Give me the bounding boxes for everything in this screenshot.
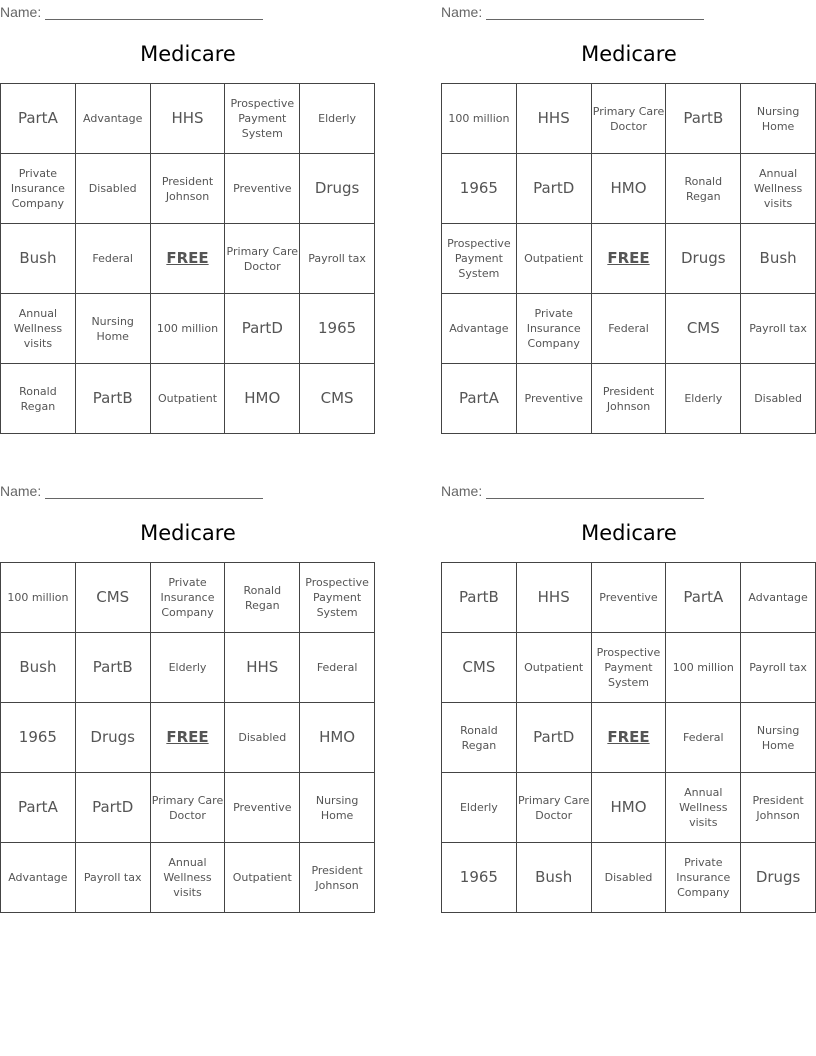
bingo-cell: 1965: [442, 843, 517, 913]
card-title: Medicare: [140, 521, 236, 545]
bingo-cell: Drugs: [76, 703, 151, 773]
bingo-cell: Bush: [1, 224, 76, 294]
bingo-cell: PartA: [666, 563, 741, 633]
bingo-cell: Primary Care Doctor: [151, 773, 226, 843]
bingo-cell: President Johnson: [151, 154, 226, 224]
free-space-cell: FREE: [592, 224, 667, 294]
bingo-cell: Nursing Home: [741, 703, 816, 773]
bingo-cell: 100 million: [442, 84, 517, 154]
bingo-grid: [441, 83, 816, 434]
bingo-cell: Primary Care Doctor: [225, 224, 300, 294]
bingo-cell: Preventive: [225, 154, 300, 224]
bingo-cell: Preventive: [592, 563, 667, 633]
bingo-cell: PartA: [442, 364, 517, 434]
bingo-cell: Drugs: [666, 224, 741, 294]
bingo-cell: Private Insurance Company: [1, 154, 76, 224]
bingo-cell: Elderly: [151, 633, 226, 703]
bingo-cell: Bush: [517, 843, 592, 913]
bingo-cell: President Johnson: [300, 843, 375, 913]
bingo-cell: Outpatient: [517, 224, 592, 294]
bingo-cell: PartD: [225, 294, 300, 364]
bingo-cell: PartB: [76, 364, 151, 434]
bingo-cell: 1965: [1, 703, 76, 773]
bingo-cell: Prospective Payment System: [300, 563, 375, 633]
bingo-cell: Disabled: [225, 703, 300, 773]
bingo-cell: HHS: [517, 563, 592, 633]
card-title: Medicare: [581, 42, 677, 66]
name-blank-line: [486, 484, 704, 499]
bingo-cell: Ronald Regan: [1, 364, 76, 434]
bingo-cell: HMO: [225, 364, 300, 434]
bingo-cell: Disabled: [592, 843, 667, 913]
bingo-cell: Drugs: [300, 154, 375, 224]
bingo-cell: Elderly: [300, 84, 375, 154]
bingo-cell: Preventive: [517, 364, 592, 434]
bingo-cell: Bush: [1, 633, 76, 703]
bingo-cell: PartB: [666, 84, 741, 154]
bingo-cell: Drugs: [741, 843, 816, 913]
bingo-cell: PartB: [442, 563, 517, 633]
bingo-cell: Ronald Regan: [442, 703, 517, 773]
name-field: [0, 2, 263, 20]
bingo-cell: Disabled: [741, 364, 816, 434]
bingo-cell: Payroll tax: [300, 224, 375, 294]
bingo-cell: HHS: [517, 84, 592, 154]
bingo-cell: Prospective Payment System: [592, 633, 667, 703]
name-blank-line: [486, 5, 704, 20]
bingo-cell: 1965: [442, 154, 517, 224]
bingo-cell: Federal: [76, 224, 151, 294]
bingo-cell: Outpatient: [517, 633, 592, 703]
free-space-cell: FREE: [151, 224, 226, 294]
bingo-card: [0, 479, 376, 919]
bingo-cell: Private Insurance Company: [666, 843, 741, 913]
name-field: [0, 481, 263, 499]
bingo-cell: Preventive: [225, 773, 300, 843]
bingo-cell: Payroll tax: [741, 633, 816, 703]
name-blank-line: [45, 5, 263, 20]
bingo-cell: PartD: [517, 154, 592, 224]
bingo-grid: [0, 562, 375, 913]
name-label: Name:: [0, 4, 42, 20]
bingo-cell: Payroll tax: [76, 843, 151, 913]
name-blank-line: [45, 484, 263, 499]
bingo-grid: [0, 83, 375, 434]
bingo-cell: Advantage: [442, 294, 517, 364]
bingo-cell: Elderly: [666, 364, 741, 434]
bingo-cell: Outpatient: [225, 843, 300, 913]
bingo-cell: PartA: [1, 773, 76, 843]
bingo-cell: PartB: [76, 633, 151, 703]
bingo-cell: Annual Wellness visits: [741, 154, 816, 224]
bingo-cell: Nursing Home: [300, 773, 375, 843]
bingo-cell: HMO: [592, 154, 667, 224]
bingo-cell: Primary Care Doctor: [517, 773, 592, 843]
bingo-cell: Private Insurance Company: [151, 563, 226, 633]
name-label: Name:: [441, 4, 483, 20]
bingo-card: [441, 0, 816, 440]
bingo-cell: Elderly: [442, 773, 517, 843]
bingo-cell: CMS: [76, 563, 151, 633]
bingo-cell: Annual Wellness visits: [151, 843, 226, 913]
bingo-cell: Annual Wellness visits: [666, 773, 741, 843]
bingo-cell: Nursing Home: [741, 84, 816, 154]
bingo-cell: Advantage: [1, 843, 76, 913]
bingo-cell: Prospective Payment System: [442, 224, 517, 294]
bingo-cell: Private Insurance Company: [517, 294, 592, 364]
bingo-cell: President Johnson: [741, 773, 816, 843]
bingo-cell: Advantage: [76, 84, 151, 154]
bingo-cell: Primary Care Doctor: [592, 84, 667, 154]
bingo-cell: Ronald Regan: [225, 563, 300, 633]
bingo-cell: 100 million: [666, 633, 741, 703]
bingo-cell: Payroll tax: [741, 294, 816, 364]
bingo-cell: HMO: [592, 773, 667, 843]
bingo-cell: Outpatient: [151, 364, 226, 434]
bingo-cell: CMS: [300, 364, 375, 434]
name-label: Name:: [441, 483, 483, 499]
card-title: Medicare: [581, 521, 677, 545]
bingo-cell: President Johnson: [592, 364, 667, 434]
card-title: Medicare: [140, 42, 236, 66]
bingo-cell: 100 million: [151, 294, 226, 364]
bingo-cell: PartD: [517, 703, 592, 773]
name-field: [441, 2, 704, 20]
bingo-cell: Advantage: [741, 563, 816, 633]
bingo-cell: HHS: [151, 84, 226, 154]
bingo-cell: 1965: [300, 294, 375, 364]
bingo-cell: Prospective Payment System: [225, 84, 300, 154]
free-space-cell: FREE: [151, 703, 226, 773]
bingo-cell: PartA: [1, 84, 76, 154]
bingo-cell: Annual Wellness visits: [1, 294, 76, 364]
bingo-cell: Disabled: [76, 154, 151, 224]
bingo-cell: Federal: [666, 703, 741, 773]
bingo-cell: 100 million: [1, 563, 76, 633]
bingo-card: [0, 0, 376, 440]
bingo-cell: Federal: [592, 294, 667, 364]
free-space-cell: FREE: [592, 703, 667, 773]
bingo-card: [441, 479, 816, 919]
bingo-cell: Nursing Home: [76, 294, 151, 364]
name-label: Name:: [0, 483, 42, 499]
bingo-grid: [441, 562, 816, 913]
bingo-cell: CMS: [442, 633, 517, 703]
name-field: [441, 481, 704, 499]
bingo-cell: Federal: [300, 633, 375, 703]
bingo-cell: CMS: [666, 294, 741, 364]
bingo-cell: HHS: [225, 633, 300, 703]
bingo-cell: Ronald Regan: [666, 154, 741, 224]
bingo-cell: Bush: [741, 224, 816, 294]
bingo-cell: PartD: [76, 773, 151, 843]
bingo-cell: HMO: [300, 703, 375, 773]
